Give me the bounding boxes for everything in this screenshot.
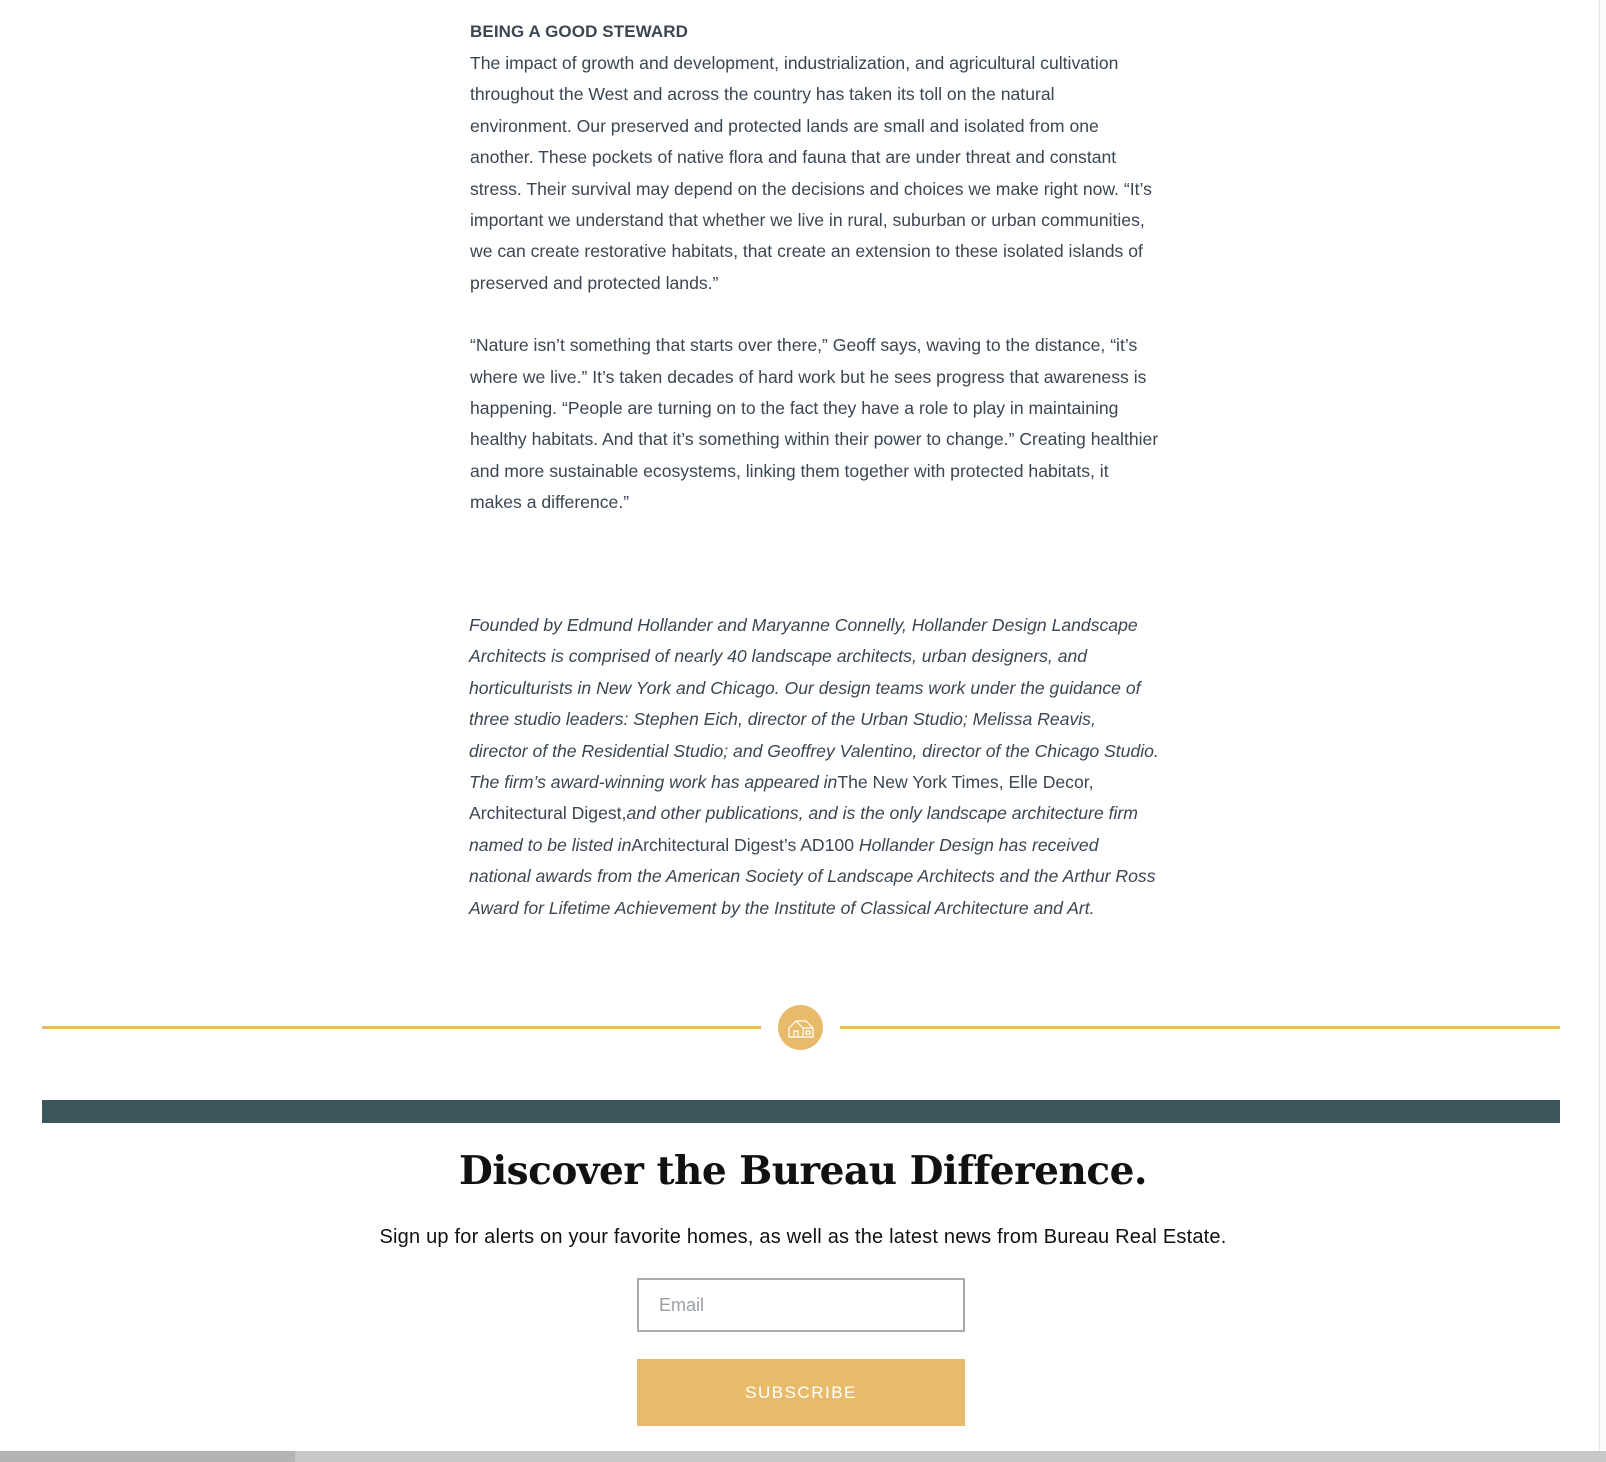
scrollbar-track[interactable]: [1599, 0, 1606, 1451]
bio-separator: ,: [1088, 772, 1094, 793]
article-paragraph: “Nature isn’t something that starts over there,” Geoff says, waving to the distance, “it’s where we live.” It’s taken decades of hard work but he sees progress that awareness is happening. “People are turning on to the fact they have a role to play in maintaining healthy habitats. And that it’s something within their power to change.” Creating healthier and more sustainable ecosystems, linking them together with protected habitats, it makes a difference.”: [470, 335, 1159, 513]
publication-name: Elle Decor: [1008, 772, 1089, 793]
publication-name: Architectural Digest,: [469, 803, 627, 824]
divider-line-left: [42, 1026, 761, 1029]
bio-text: Hollander Design has received national awards from the American Society of Landscape Architects and the Arthur Ross Award for Lifetime Achievement by the Institute of Classical Architecture and Art.: [469, 834, 1156, 918]
bio-text: Founded by Edmund Hollander and Maryanne Connelly, Hollander Design Landscape Architects is comprised of nearly 40 landscape architects, urban designers, and horticulturists in New York and Chicago. Our design teams work under the guidance of three studio leaders: Stephen Eich, director of the Urban Studio; Melissa Reavis, director of the Residential Studio; and Geoffrey Valentino, director of the Chicago Studio. The firm’s award-winning work has appeared in: [469, 615, 1159, 793]
divider-line-right: [840, 1026, 1560, 1029]
divider-badge: [778, 1005, 823, 1050]
bio-text: and other publications, and is the only landscape architecture firm named to be listed in: [469, 803, 1138, 855]
subscribe-button[interactable]: SUBSCRIBE: [637, 1359, 965, 1426]
publication-name: Architectural Digest’s AD100: [631, 834, 854, 855]
section-heading: BEING A GOOD STEWARD: [470, 22, 688, 41]
section-divider: [42, 1005, 1560, 1045]
firm-bio: [469, 610, 1159, 924]
house-outline-icon: [787, 1017, 815, 1039]
signup-subtitle: Sign up for alerts on your favorite homes, as well as the latest news from Bureau Real Estate.: [379, 1226, 1227, 1248]
article-paragraph: The impact of growth and development, industrialization, and agricultural cultivation throughout the West and across the country has taken its toll on the natural environment. Our preserved and protected lands are small and isolated from one another. These pockets of native flora and fauna that are under threat and constant stress. Their survival may depend on the decisions and choices we make right now. “It’s important we understand that whether we live in rural, suburban or urban communities, we can create restorative habitats, that create an extension to these isolated islands of preserved and protected lands.”: [470, 53, 1152, 293]
bottom-edge-bar: [0, 1451, 1606, 1462]
newsletter-band: [42, 1100, 1560, 1123]
bottom-edge-segment: [0, 1451, 295, 1462]
bio-separator: ,: [998, 772, 1009, 793]
email-input[interactable]: [637, 1278, 965, 1332]
publication-name: The New York Times: [837, 772, 999, 793]
signup-title: Discover the Bureau Difference.: [459, 1148, 1147, 1194]
article-section: [470, 18, 1160, 519]
